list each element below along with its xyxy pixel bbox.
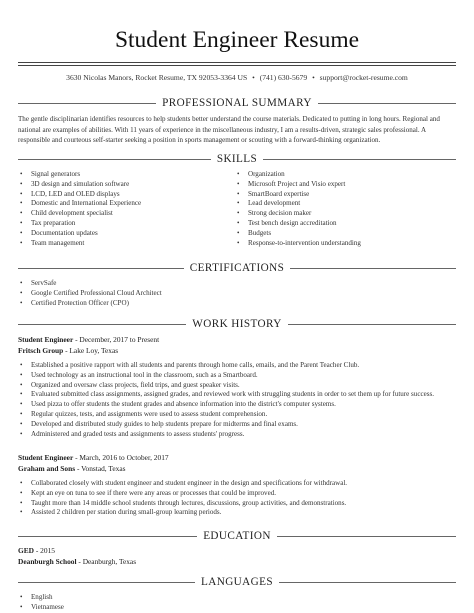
education-degree: GED [18,546,35,555]
job-duty: • Regular quizzes, tests, and assignments were used to assess student comprehension. [18,410,434,420]
skill-item: • Microsoft Project and Visio expert [235,180,361,190]
certification-item: • Certified Protection Officer (CPO) [18,299,162,309]
skill-item: • Child development specialist [18,209,141,219]
education-degree-line [18,546,55,556]
summary-text [18,114,458,146]
job-duty: • Collaborated closely with student engineer and student engineer in the design and specifications for withdrawal. [18,479,347,489]
job-company: Graham and Sons [18,464,76,473]
languages-list [18,593,64,613]
section-heading-skills [18,152,456,166]
contact-address: 3630 Nicolas Manors, Rocket Resume, TX 92053-3364 US [66,73,248,82]
skill-item: • Budgets [235,229,361,239]
header-rule-top [18,62,456,63]
section-heading-education [18,529,456,543]
education-school-line [18,557,136,567]
skill-item: • SmartBoard expertise [235,190,361,200]
job-location: - Lake Loy, Texas [63,346,119,355]
skill-item: • 3D design and simulation software [18,180,141,190]
education-location: - Deanburgh, Texas [76,557,137,566]
job-duty: • Evaluated submitted class assignments, assigned grades, and reviewed work with struggling students in order to set them up for future success. [18,390,434,400]
job-duties-list [18,361,434,439]
job-duty: • Assisted 2 children per station during small-group learning periods. [18,508,347,518]
contact-email[interactable]: support@rocket-resume.com [319,73,408,82]
skill-item: • LCD, LED and OLED displays [18,190,141,200]
job-dates: - March, 2016 to October, 2017 [73,453,169,462]
job-company: Fritsch Group [18,346,64,355]
contact-separator: • [312,73,315,82]
contact-line [0,73,474,83]
section-title: EDUCATION [197,530,277,542]
education-school: Deanburgh School [18,557,77,566]
section-heading-work-history [18,317,456,331]
section-title: WORK HISTORY [186,318,287,330]
job-title-line [18,335,159,345]
section-title: SKILLS [211,153,263,165]
resume-title: Student Engineer Resume [114,27,360,53]
skill-item: • Organization [235,170,361,180]
summary-line: responsible and courteous self-starter seeking a position in sports management or scouting with a forward-thinking organization. [18,136,381,145]
job-company-line [18,346,118,356]
job-duty: • Developed and distributed study guides to help students prepare for midterms and final exams. [18,420,434,430]
summary-line: The gentle disciplinarian identifies resources to help students better understand the course materials. Dedicated to putting in long hours. Regional and [18,115,440,123]
section-heading-summary [18,96,456,110]
education-year: - 2015 [34,546,55,555]
job-location: - Vonstad, Texas [75,464,126,473]
skill-item: • Strong decision maker [235,209,361,219]
certifications-list [18,279,162,308]
skill-item: • Test bench design accreditation [235,219,361,229]
job-duties-list [18,479,347,518]
skill-item: • Tax preparation [18,219,141,229]
skill-item: • Signal generators [18,170,141,180]
contact-phone: (741) 630-5679 [259,73,308,82]
section-title: CERTIFICATIONS [184,262,290,274]
job-duty: • Used technology as an instructional tool in the classroom, such as a Smartboard. [18,371,434,381]
job-duty: • Used pizza to offer students the student grades and absence information into the district's computer systems. [18,400,434,410]
job-duty: • Administered and graded tests and assignments to assess students' progress. [18,430,434,440]
section-heading-languages [18,575,456,589]
skill-item: • Response-to-intervention understanding [235,239,361,249]
summary-line: national are examples of abilities. With 11 years of experience in the miscellaneous industry, I am a results-driven, strategic sales professional. A [18,125,427,134]
certification-item: • ServSafe [18,279,162,289]
contact-separator: • [252,73,255,82]
job-duty: • Organized and oversaw class projects, field trips, and guest speaker visits. [18,381,434,391]
section-heading-certifications [18,261,456,275]
job-duty: • Established a positive rapport with all students and parents through home calls, emails, and the Parent Teacher Club. [18,361,434,371]
job-role: Student Engineer [18,453,74,462]
skills-list-left [18,170,141,248]
skill-item: • Team management [18,239,141,249]
certification-item: • Google Certified Professional Cloud Architect [18,289,162,299]
language-item: • English [18,593,64,603]
job-duty: • Kept an eye on tuna to see if there were any areas or processes that could be improved. [18,489,347,499]
job-company-line [18,464,126,474]
job-role: Student Engineer [18,335,74,344]
skill-item: • Domestic and International Experience [18,199,141,209]
job-dates: - December, 2017 to Present [73,335,160,344]
section-title: PROFESSIONAL SUMMARY [156,97,318,109]
job-duty: • Taught more than 14 middle school students through lectures, discussions, group activities, and demonstrations. [18,499,347,509]
skills-list-right [235,170,361,248]
skill-item: • Documentation updates [18,229,141,239]
header-rule-bottom [18,65,456,66]
section-title: LANGUAGES [195,576,279,588]
skill-item: • Lead development [235,199,361,209]
job-title-line [18,453,169,463]
language-item: • Vietnamese [18,603,64,613]
